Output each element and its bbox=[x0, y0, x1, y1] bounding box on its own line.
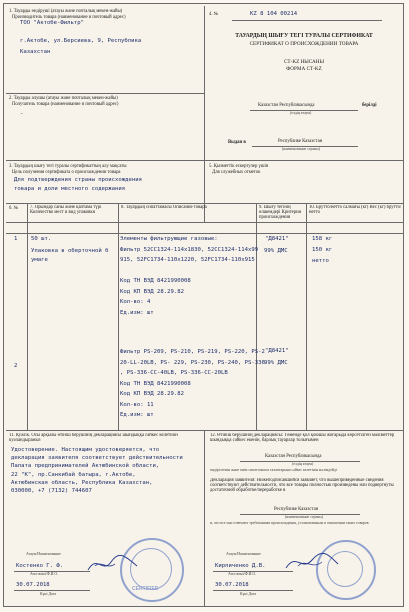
divider bbox=[204, 6, 205, 222]
underline bbox=[14, 590, 90, 591]
box3-label-kz: 3. Тауардың шығу тегі туралы сертификаттың алу мақсаты bbox=[9, 164, 127, 169]
row1-description-line: Кол-во: 4 bbox=[120, 299, 151, 305]
box12-signer-name: Кирпиченко Д.В. bbox=[215, 563, 266, 569]
box2-label-kz: 2. Тауарды алушы (атауы және почталық мекен-жайы) bbox=[9, 96, 118, 101]
box11-date: 30.07.2018 bbox=[16, 582, 50, 588]
form-kz: СТ-KZ НЫСАНЫ bbox=[283, 59, 325, 65]
box1-address-2: Казахстан bbox=[20, 49, 51, 55]
row1-criteria: "Д8421" bbox=[265, 236, 289, 242]
col8-header: 8. Тауардың сипаттамасы Описание товара bbox=[121, 205, 207, 210]
divider bbox=[6, 93, 204, 94]
box1-label-kz: 1. Тауарды өндіруші (атауы және почталық мекен-жайы) bbox=[9, 9, 123, 14]
box11-name-caption: Аты-жөні/Ф.И.О. bbox=[30, 572, 59, 576]
country-caption: (елдің атауы) bbox=[290, 111, 312, 115]
box12-sign-caption: Атауы/Наименование bbox=[226, 552, 261, 556]
row1-packing-3: умаге bbox=[31, 257, 48, 263]
box1-company: ТОО "Актобе-Фильтр" bbox=[20, 20, 84, 26]
box5-label-kz: 5. Қызметтік ескертулер үшін bbox=[209, 164, 269, 169]
box12-text-1: өндірілгенін және өнім сипаттамасы талаптарына сәйкес келетінін мәлімдейді bbox=[210, 468, 337, 472]
box11-line: Палата предпринимателей Актюбинской области, bbox=[11, 463, 160, 470]
box12-heading: 12. Өтініш берушінің декларациясы: Төменде қол қоюшы жоғарыда көрсетілген мәліметтер шындыққа сәйкес екенін, барлық тауарлар толығымен bbox=[210, 433, 395, 444]
divider bbox=[6, 160, 403, 161]
box11-signature bbox=[85, 552, 140, 576]
title-ru: СЕРТИФИКАТ О ПРОИСХОЖДЕНИИ ТОВАРА bbox=[249, 41, 359, 47]
title-kz: ТАУАРДЫҢ ШЫҒУ ТЕГІ ТУРАЛЫ СЕРТИФИКАТ bbox=[235, 33, 373, 39]
col6-header: 6. № bbox=[9, 206, 19, 211]
box11-signer-name: Костенко Г. Ф. bbox=[16, 563, 64, 569]
box11-line: Актюбинская область, Республика Казахстан, bbox=[11, 479, 153, 486]
box11-line: 22 "К", пр.Санкибай батыра, г.Актобе, bbox=[11, 471, 136, 478]
box12-declaration: Декларация заявителя: Нижеподписавшийся заявляет, что вышеприведенные сведения соответствуют действительности, что все товары полностью произведены или подвергнуты достаточной обработке/переработке в bbox=[210, 478, 394, 494]
row2-description-line: Ед.изм: шт bbox=[120, 412, 154, 418]
divider bbox=[118, 203, 119, 430]
box2-label-ru: Получатель товара (наименование и почтовый адрес) bbox=[12, 102, 119, 107]
box3-value-2: товара и доли местного содержания bbox=[14, 186, 126, 192]
row2-description-line: Фильтр PS-209, PS-210, PS-219, PS-220, PS-2 bbox=[120, 349, 265, 355]
number-underline bbox=[232, 20, 382, 21]
box11-line: 030000, +7 (7132) 744607 bbox=[11, 488, 92, 494]
issued-caption: (наименование страны) bbox=[282, 147, 320, 151]
row2-description-line: , PS-336-CC-40LB, PS-336-CC-20LB bbox=[120, 370, 228, 376]
row1-description-line: Код ТН ВЭД 8421990008 bbox=[120, 278, 191, 284]
form-ru: ФОРМА СТ-KZ bbox=[286, 66, 322, 72]
box11-date-caption: Күні Дата bbox=[40, 592, 57, 596]
row2-criteria-2: 99% ДМС bbox=[264, 360, 288, 366]
box11-line: Удостоверение. Настоящим удостоверяется, что bbox=[11, 447, 160, 453]
issued-kz-label: берілді bbox=[362, 103, 377, 108]
box3-value-1: Для подтверждения страны происхождения bbox=[14, 177, 142, 183]
row1-packing-2: Упаковка в оберточной б bbox=[31, 248, 109, 254]
row2-criteria: "Д8421" bbox=[265, 348, 289, 354]
box12-country-caption: (елдің атауы) bbox=[292, 462, 314, 466]
row2-number: 2 bbox=[14, 363, 18, 369]
box11-heading: 11. Куәлік. Осы арқылы өтініш берушінің декларациясы шындыққа сәйкес келетінін куәландырамыз bbox=[9, 433, 178, 444]
divider bbox=[27, 203, 28, 430]
underline bbox=[213, 590, 293, 591]
row2-description-line: 20-LL-20LB, PS- 229, PS-230, PS-240, PS-336 bbox=[120, 359, 265, 366]
box1-label-ru: Производитель товара (наименование и почтовый адрес) bbox=[12, 15, 126, 20]
col7-header: 7. Орындар саны және қаптама түрі Количество мест и вид упаковки bbox=[30, 205, 102, 216]
row1-criteria-2: 99% ДМС bbox=[264, 248, 288, 254]
issued-label: Выдан в bbox=[228, 140, 246, 145]
box12-text-2: и, что все они отвечают требованиям происхождения, установленным в отношении таких товаров bbox=[210, 521, 369, 525]
divider bbox=[204, 430, 205, 607]
row1-description-line: Элементы фильтрующие газовые: bbox=[120, 236, 218, 242]
box12-country-2: Республике Казахстан bbox=[274, 507, 319, 512]
row2-description-line: Код ТН ВЭД 8421990008 bbox=[120, 380, 191, 387]
divider bbox=[6, 233, 403, 234]
box3-label-ru: Цель получения сертификата о происхождении товара bbox=[12, 170, 121, 175]
box2-value: - bbox=[20, 111, 24, 117]
row1-description-line: 915, 52FC1734-110х1220, 52FC1734-110х915 bbox=[120, 257, 255, 263]
certificate-number: KZ 8 104 00214 bbox=[250, 11, 298, 17]
row1-description-line: Фильтр 52СС1324-114х1830, 52СС1324-114х99 bbox=[120, 246, 259, 253]
divider bbox=[6, 203, 403, 204]
row1-number: 1 bbox=[14, 236, 18, 242]
row1-gross: 158 кг bbox=[312, 236, 333, 242]
box12-date: 30.07.2018 bbox=[215, 582, 249, 588]
box12-country2-caption: (наименование страны) bbox=[285, 515, 323, 519]
issued-country: Республике Казахстан bbox=[278, 139, 323, 144]
row2-description-line: Код КП ВЭД 28.29.82 bbox=[120, 391, 184, 397]
box12-country: Казахстан Республикасында bbox=[265, 454, 322, 459]
box11-line: декларация заявителя соответствует действительности bbox=[11, 455, 183, 462]
box4-number-label: 4. № bbox=[209, 12, 219, 17]
divider bbox=[256, 203, 257, 430]
col10-header: 10. Брутто/нетто салмағы (кг) Вес (кг) брутто/нетто bbox=[309, 205, 402, 216]
row1-description-line: Код КП ВЭД 28.29.82 bbox=[120, 288, 184, 295]
row1-net: 150 кг bbox=[312, 247, 333, 253]
box12-signature bbox=[282, 548, 342, 576]
country-of-issue: Казахстан Республикасында bbox=[258, 103, 315, 108]
box12-date-caption: Күні Дата bbox=[240, 592, 257, 596]
box11-sign-caption: Атауы/Наименование bbox=[26, 552, 61, 556]
row1-description-line: Ед.изм: шт bbox=[120, 309, 154, 316]
box12-name-caption: Аты-жөні/Ф.И.О. bbox=[228, 572, 257, 576]
box5-label-ru: Для служебных отметок bbox=[212, 170, 261, 175]
col9-header: 9. Шығу тегінің өлшемдері Критерии происхождения bbox=[259, 205, 302, 221]
chamber-seal: CERTIFIED bbox=[120, 538, 184, 602]
row1-packing: 50 шт. bbox=[31, 236, 52, 242]
box1-address: г.Актобе, ул.Берсиева, 9, Республика bbox=[20, 38, 142, 44]
divider bbox=[306, 203, 307, 430]
row2-description-line: Кол-во: 11 bbox=[120, 401, 154, 408]
row1-net-label: нетто bbox=[312, 258, 329, 264]
